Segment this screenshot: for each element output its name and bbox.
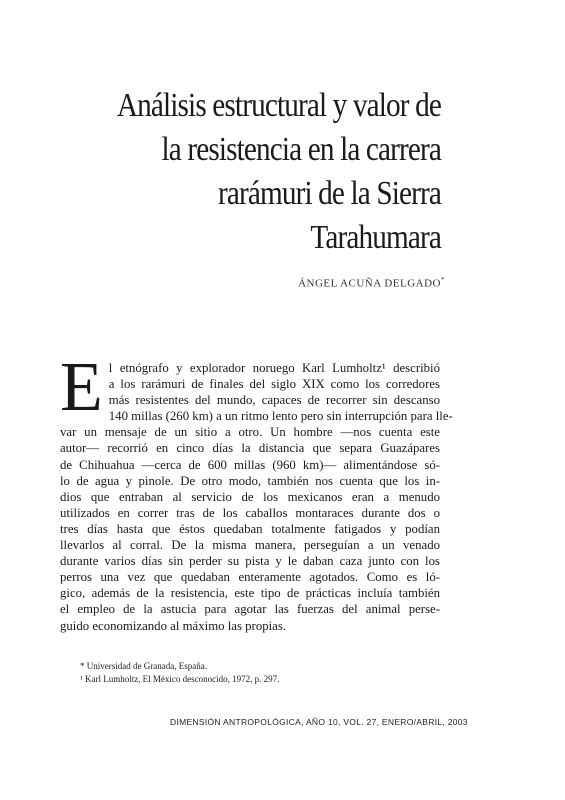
body-line: 140 millas (260 km) a un ritmo lento pero sin interrupción para lle- bbox=[108, 409, 453, 424]
article-body bbox=[60, 349, 453, 634]
footnotes bbox=[80, 660, 440, 686]
body-line: gico, además de la resistencia, este tipo de prácticas incluía también bbox=[60, 586, 440, 601]
author-name: ÁNGEL ACUÑA DELGADO bbox=[298, 277, 441, 290]
body-line: durante varios días sin perder su pista y le daban caza junto con los bbox=[60, 554, 440, 569]
body-line: más resistentes del mundo, capaces de recorrer sin descanso bbox=[108, 393, 440, 408]
body-line: guido economizando al máximo las propias. bbox=[60, 618, 287, 633]
body-line: dios que entraban al servicio de los mexicanos eran a menudo bbox=[60, 489, 440, 504]
title-line: Análisis estructural y valor de bbox=[116, 87, 441, 124]
body-line: utilizados en correr tras de los caballos montaraces durante dos o bbox=[60, 505, 440, 520]
article-title bbox=[80, 84, 441, 260]
journal-footer: DIMENSIÓN ANTROPOLÓGICA, AÑO 10, VOL. 27, ENERO/ABRIL, 2003 bbox=[170, 717, 468, 727]
author-byline bbox=[298, 276, 445, 290]
body-line: tres días hasta que éstos quedaban totalmente fatigados y podían bbox=[60, 521, 440, 536]
body-line: llevarlos al corral. De la misma manera, perseguían a un venado bbox=[60, 538, 440, 553]
body-line: l etnógrafo y explorador noruego Karl Lumholtz¹ describió bbox=[108, 361, 440, 375]
title-line: la resistencia en la carrera bbox=[161, 131, 441, 168]
body-line: var un mensaje de un sitio a otro. Un hombre —nos cuenta este bbox=[60, 425, 440, 440]
body-line: perros una vez que quedaban enteramente agotados. Como es ló- bbox=[60, 570, 440, 585]
title-line: Tarahumara bbox=[310, 219, 441, 256]
body-line: de Chihuahua —cerca de 600 millas (960 km)— alimentándose só- bbox=[60, 457, 440, 472]
body-line: a los rarámuri de finales del siglo XIX como los corredores bbox=[108, 377, 440, 392]
author-footnote-mark: * bbox=[441, 276, 445, 284]
body-line: el empleo de la astucia para agotar las fuerzas del animal perse- bbox=[60, 602, 440, 617]
footnote-reference: ¹ Karl Lumholtz, El México desconocido, 1972, p. 297. bbox=[80, 674, 280, 684]
body-line: autor— recorrió en cinco días la distancia que separa Guazápares bbox=[60, 441, 440, 456]
title-line: rarámuri de la Sierra bbox=[217, 175, 441, 212]
body-line: lo de agua y pinole. De otro modo, también nos cuenta que los in- bbox=[60, 473, 440, 488]
drop-cap: E bbox=[60, 349, 103, 426]
footnote-affiliation: * Universidad de Granada, España. bbox=[80, 661, 207, 671]
